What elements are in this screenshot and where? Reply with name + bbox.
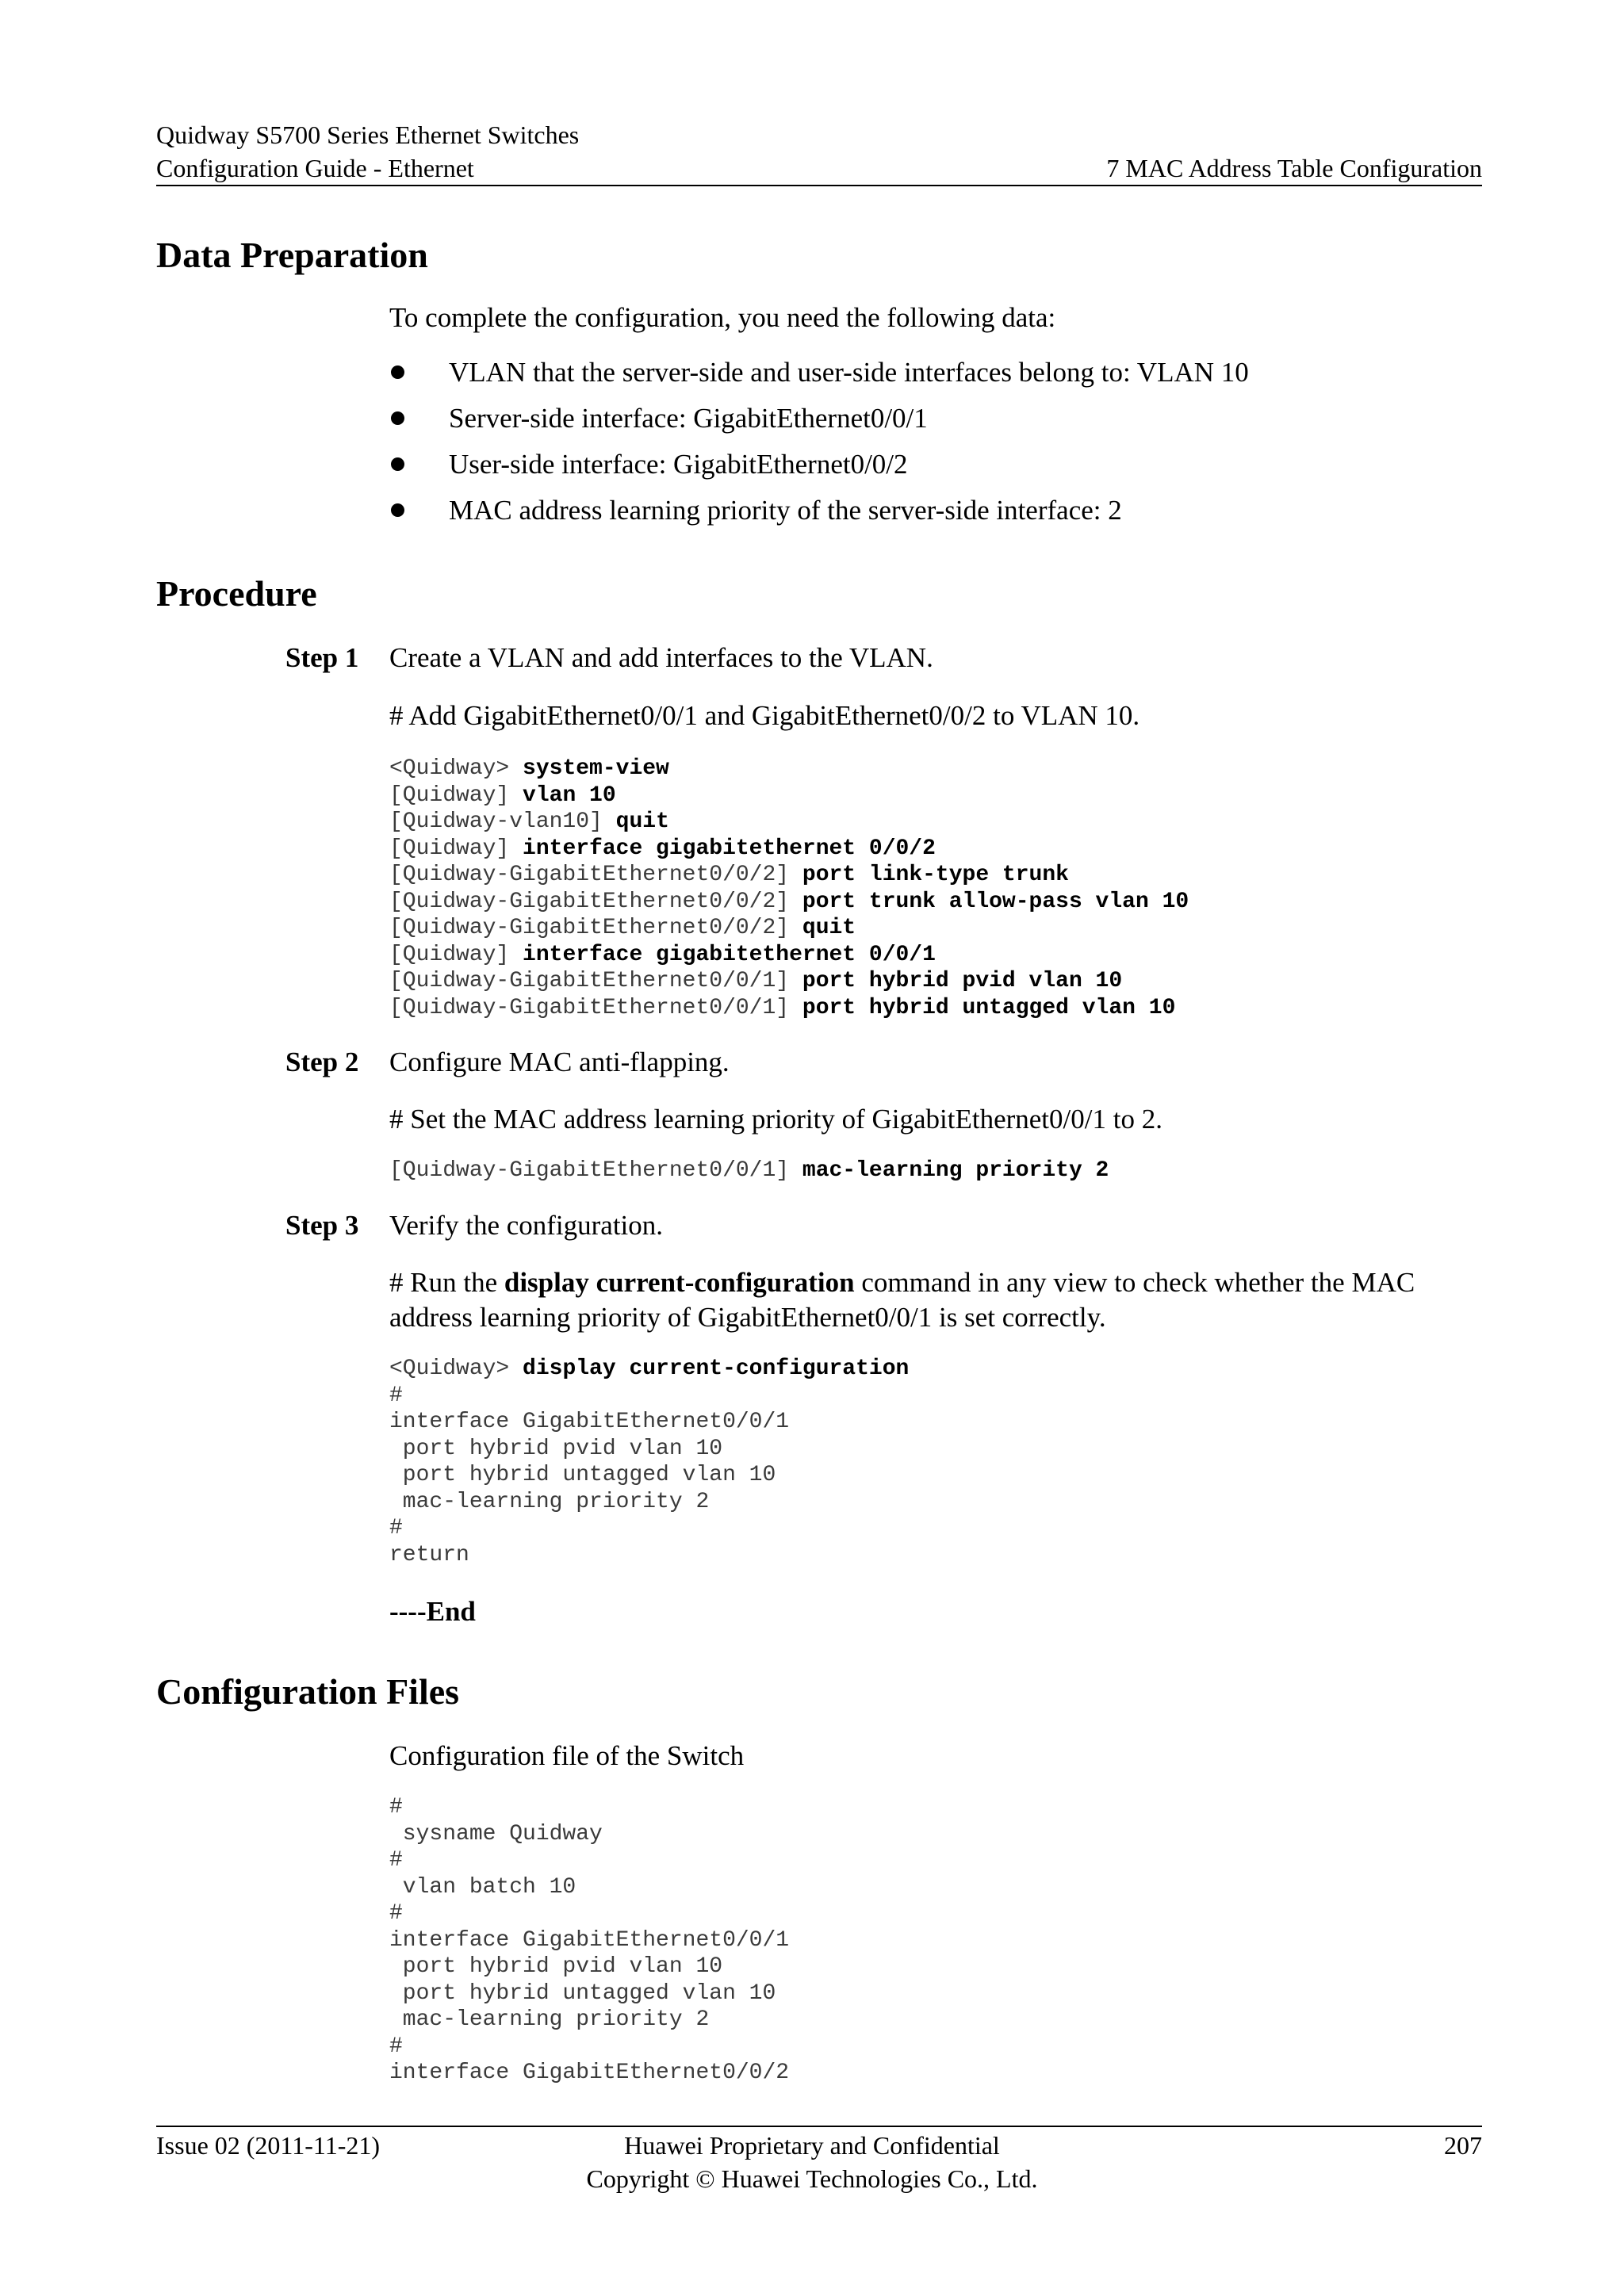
bullet-icon <box>391 411 404 425</box>
step-2-note: # Set the MAC address learning priority of GigabitEthernet0/0/1 to 2. <box>389 1104 1162 1135</box>
code-line: [Quidway-vlan10] quit <box>389 809 669 834</box>
command-name: display current-configuration <box>504 1267 855 1298</box>
data-preparation-intro: To complete the configuration, you need the following data: <box>389 302 1056 333</box>
step-1-title: Create a VLAN and add interfaces to the VLAN. <box>389 642 933 673</box>
code-line: [Quidway-GigabitEthernet0/0/1] mac-learning priority 2 <box>389 1158 1109 1183</box>
configuration-file-content: # sysname Quidway # vlan batch 10 # interface GigabitEthernet0/0/1 port hybrid pvid vlan 10 port hybrid untagged vlan 10 mac-learning priority 2 # interface GigabitEthernet0/0/2 <box>389 1795 790 2085</box>
step-1-code-block <box>389 756 1189 1021</box>
code-line: [Quidway-GigabitEthernet0/0/1] port hybrid untagged vlan 10 <box>389 995 1176 1020</box>
heading-configuration-files: Configuration Files <box>156 1671 460 1712</box>
code-line: [Quidway-GigabitEthernet0/0/2] port trunk allow-pass vlan 10 <box>389 889 1189 914</box>
code-line: [Quidway-GigabitEthernet0/0/1] port hybrid pvid vlan 10 <box>389 969 1123 993</box>
header-row <box>156 152 1482 184</box>
header-chapter-title: 7 MAC Address Table Configuration <box>1106 154 1482 182</box>
code-line: <Quidway> system-view <box>389 756 669 781</box>
list-item: User-side interface: GigabitEthernet0/0/2 <box>389 447 1249 493</box>
heading-data-preparation: Data Preparation <box>156 235 428 275</box>
header-guide-title: Configuration Guide - Ethernet <box>156 154 474 182</box>
step-3-label: Step 3 <box>285 1210 359 1241</box>
procedure-end-marker: ----End <box>389 1596 476 1627</box>
page-number: 207 <box>1444 2131 1482 2160</box>
footer-confidential: Huawei Proprietary and Confidential <box>624 2131 1000 2160</box>
command-output: # interface GigabitEthernet0/0/1 port hybrid pvid vlan 10 port hybrid untagged vlan 10 mac-learning priority 2 # return <box>389 1383 790 1567</box>
step-1-label: Step 1 <box>285 642 359 673</box>
footer-issue: Issue 02 (2011-11-21) <box>156 2131 381 2160</box>
code-line: [Quidway] interface gigabitethernet 0/0/2 <box>389 836 936 861</box>
list-item: VLAN that the server-side and user-side interfaces belong to: VLAN 10 <box>389 355 1249 401</box>
code-line: [Quidway] vlan 10 <box>389 783 616 808</box>
heading-procedure: Procedure <box>156 573 317 614</box>
step-3-note: # Run the display current-configuration command in any view to check whether the MAC address learning priority of GigabitEthernet0/0/1 is set correctly. <box>389 1267 1415 1333</box>
header-product-title: Quidway S5700 Series Ethernet Switches <box>156 121 580 149</box>
step-3-title: Verify the configuration. <box>389 1210 664 1241</box>
footer-rule <box>156 2126 1482 2127</box>
configuration-files-intro: Configuration file of the Switch <box>389 1740 745 1771</box>
bullet-icon <box>391 503 404 517</box>
step-1-note: # Add GigabitEthernet0/0/1 and GigabitEthernet0/0/2 to VLAN 10. <box>389 700 1140 731</box>
code-line: [Quidway] interface gigabitethernet 0/0/1 <box>389 942 936 967</box>
code-line: <Quidway> display current-configuration <box>389 1357 910 1381</box>
list-item: MAC address learning priority of the server-side interface: 2 <box>389 493 1249 539</box>
bullet-icon <box>391 365 404 379</box>
code-line: [Quidway-GigabitEthernet0/0/2] port link-type trunk <box>389 863 1069 887</box>
list-item: Server-side interface: GigabitEthernet0/0/1 <box>389 401 1249 447</box>
footer-notice <box>0 2129 1624 2195</box>
step-2-title: Configure MAC anti-flapping. <box>389 1047 730 1077</box>
bullet-icon <box>391 457 404 471</box>
step-2-code-block <box>389 1158 1109 1184</box>
data-preparation-list <box>389 355 1249 539</box>
footer-copyright: Copyright © Huawei Technologies Co., Ltd. <box>586 2164 1038 2193</box>
code-line: [Quidway-GigabitEthernet0/0/2] quit <box>389 916 856 940</box>
step-2-label: Step 2 <box>285 1047 359 1077</box>
step-3-code-block <box>389 1356 909 1568</box>
header-rule <box>156 185 1482 186</box>
